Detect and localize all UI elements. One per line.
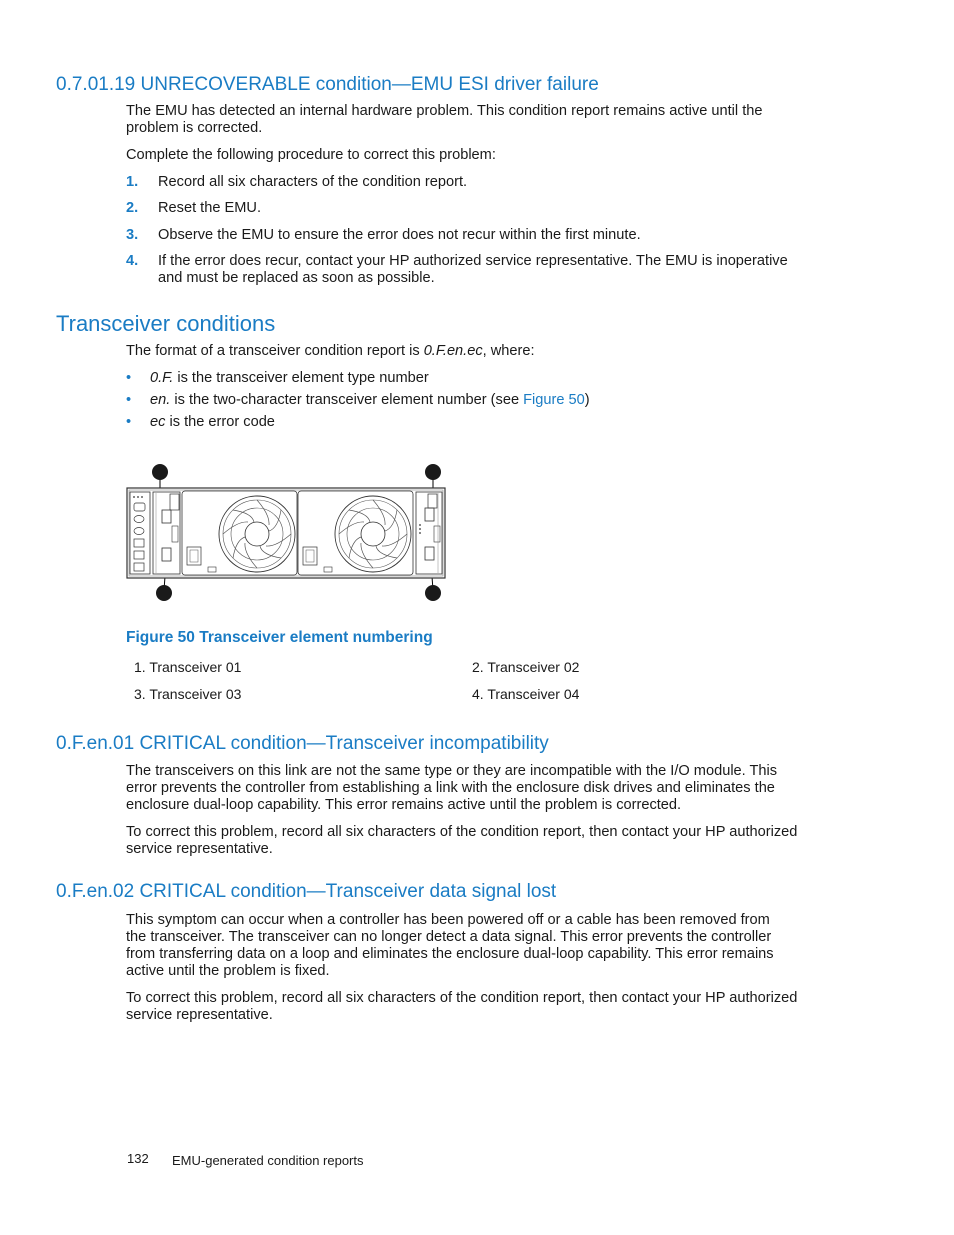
bullet-text: [150, 392, 830, 409]
bullet-text: [150, 414, 830, 431]
section-intro: [126, 103, 831, 137]
paragraph-line: service representative.: [126, 841, 273, 857]
paragraph-line: error prevents the controller from establishing a link with the enclosure disk drives and eliminates the: [126, 780, 775, 796]
step-number: 2.: [126, 200, 139, 216]
paragraph-line: active until the problem is fixed.: [126, 963, 330, 979]
step-number: 4.: [126, 253, 139, 269]
paragraph-line: enclosure dual-loop capability. This error remains active until the problem is corrected.: [126, 797, 682, 813]
section-heading-esi-driver-failure: 0.7.01.19 UNRECOVERABLE condition—EMU ESI driver failure: [56, 74, 599, 95]
step-text: [158, 253, 838, 287]
footer-title: EMU-generated condition reports: [172, 1153, 364, 1168]
paragraph-line: the transceiver. The transceiver can no longer detect a data signal. This error prevents the controller: [126, 929, 772, 945]
bullet-text: [150, 370, 830, 387]
figure-50-link[interactable]: Figure 50: [523, 392, 585, 408]
bullet-marker: •: [126, 414, 132, 430]
intro-line-2: problem is corrected.: [126, 120, 263, 136]
figure-caption: Figure 50 Transceiver element numbering: [126, 629, 433, 646]
signal-lost-description: [126, 912, 831, 980]
step-text: Observe the EMU to ensure the error does not recur within the first minute.: [158, 227, 641, 243]
intro-line-1: The EMU has detected an internal hardware problem. This condition report remains active until the: [126, 103, 763, 119]
bullet-after: ): [584, 392, 590, 408]
step-number: 3.: [126, 227, 139, 243]
bullet-code: en.: [150, 392, 171, 408]
section-heading-transceiver-conditions: Transceiver conditions: [56, 311, 276, 336]
procedure-intro: Complete the following procedure to correct this problem:: [126, 147, 496, 163]
bullet-desc: is the transceiver element type number: [173, 370, 429, 386]
incompatibility-correction: [126, 824, 831, 858]
bullet-code: 0.F.: [150, 370, 174, 386]
callout-marker-3: [156, 585, 172, 601]
bullet-desc: is the error code: [165, 414, 275, 430]
bullet-desc: is the two-character transceiver element number (see: [170, 392, 524, 408]
step-number: 1.: [126, 174, 139, 190]
paragraph-line: To correct this problem, record all six characters of the condition report, then contact your HP authorized: [126, 824, 798, 840]
page-number: 132: [127, 1151, 149, 1166]
section-heading-data-signal-lost: 0.F.en.02 CRITICAL condition—Transceiver data signal lost: [56, 881, 557, 902]
transceiver-enclosure-illustration: [120, 455, 455, 605]
section-heading-transceiver-incompatibility: 0.F.en.01 CRITICAL condition—Transceiver incompatibility: [56, 733, 549, 754]
bullet-marker: •: [126, 392, 132, 408]
paragraph-line: from transferring data on a loop and eliminates the enclosure dual-loop capability. This error remains: [126, 946, 774, 962]
paragraph-line: This symptom can occur when a controller has been powered off or a cable has been removed from: [126, 912, 770, 928]
bullet-code: ec: [150, 414, 166, 430]
legend-item: 2. Transceiver 02: [472, 659, 580, 675]
callout-marker-4: [425, 585, 441, 601]
step-text-line-1: If the error does recur, contact your HP authorized service representative. The EMU is inoperative: [158, 253, 788, 269]
callout-marker-2: [425, 464, 441, 480]
format-code: 0.F.en.ec: [423, 343, 483, 359]
paragraph-line: To correct this problem, record all six characters of the condition report, then contact your HP authorized: [126, 990, 798, 1006]
callout-marker-1: [152, 464, 168, 480]
paragraph-line: The transceivers on this link are not the same type or they are incompatible with the I/O module. This: [126, 763, 778, 779]
legend-item: 1. Transceiver 01: [134, 659, 242, 675]
incompatibility-description: [126, 763, 831, 814]
signal-lost-correction: [126, 990, 831, 1024]
format-suffix: , where:: [482, 343, 535, 359]
format-description: [126, 343, 831, 360]
legend-item: 3. Transceiver 03: [134, 686, 242, 702]
step-text: Record all six characters of the condition report.: [158, 174, 468, 190]
format-prefix: The format of a transceiver condition report is: [126, 343, 424, 359]
enclosure-chassis: [127, 488, 445, 578]
paragraph-line: service representative.: [126, 1007, 273, 1023]
bullet-marker: •: [126, 370, 132, 386]
legend-item: 4. Transceiver 04: [472, 686, 580, 702]
step-text-line-2: and must be replaced as soon as possible.: [158, 270, 435, 286]
step-text: Reset the EMU.: [158, 200, 262, 216]
